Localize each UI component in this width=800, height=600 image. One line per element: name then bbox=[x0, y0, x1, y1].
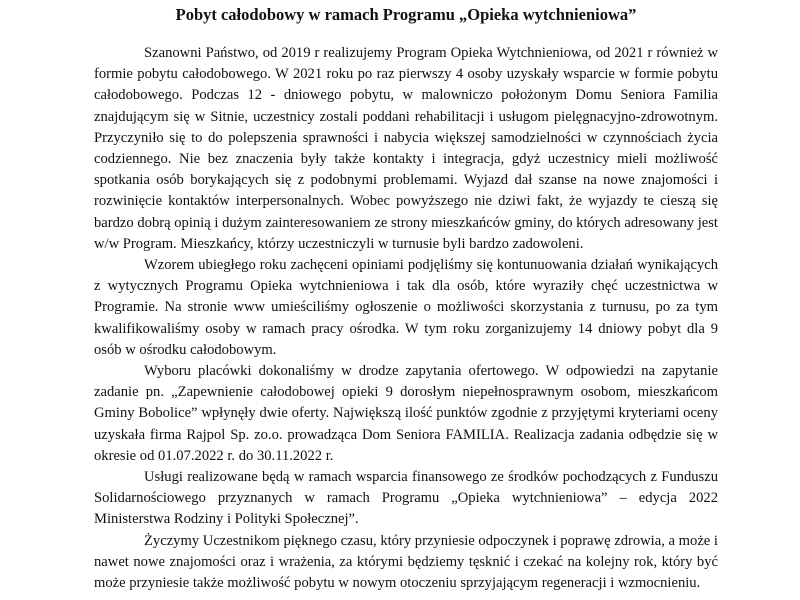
document-page bbox=[94, 0, 718, 594]
paragraph-intro: Szanowni Państwo, od 2019 r realizujemy Program Opieka Wytchnieniowa, od 2021 r również w formie pobytu całodobowego. W 2021 roku po raz pierwszy 4 osoby uzyskały wsparcie w formie pobytu całodobowego. Podczas 12 - dniowego pobytu, w malowniczo położonym Domu Seniora Familia znajdującym się w Sitnie, uczestnicy zostali poddani rehabilitacji i usługom pielęgnacyjno-zdrowotnym. Przyczyniło się to do polepszenia sprawności i nabycia większej samodzielności w czynnościach życia codziennego. Nie bez znaczenia były także kontakty i integracja, gdyż uczestnicy mieli możliwość spotkania osób borykających się z podobnymi problemami. Wyjazd dał szanse na nowe znajomości i rozwinięcie kontaktów interpersonalnych. Wobec powyższego nie dziwi fakt, że wyjazdy te cieszą się bardzo dobrą opinią i dużym zainteresowaniem ze strony mieszkańców gminy, do których adresowany jest w/w Program. Mieszkańcy, którzy uczestniczyli w turnusie byli bardzo zadowoleni. bbox=[94, 45, 718, 252]
document-title: Pobyt całodobowy w ramach Programu „Opieka wytchnieniowa” bbox=[175, 5, 637, 24]
document-body bbox=[94, 43, 718, 594]
paragraph-continuation: Wzorem ubiegłego roku zachęceni opiniami podjęliśmy się kontunuowania działań wynikających z wytycznych Programu Opieka wytchnieniowa i tak dla osób, które wyraziły chęć uczestnictwa w Programie. Na stronie www umieściliśmy ogłoszenie o możliwości skorzystania z turnusu, po za tym kwalifikowaliśmy osoby w ramach pracy ośrodka. W tym roku zorganizujemy 14 dniowy pobyt dla 9 osób w ośrodku całodobowym. bbox=[94, 257, 718, 358]
paragraph-funding: Usługi realizowane będą w ramach wsparcia finansowego ze środków pochodzących z Funduszu Solidarnościowego przyznanych w ramach Programu „Opieka wytchnieniowa” – edycja 2022 Ministerstwa Rodziny i Polityki Społecznej”. bbox=[94, 469, 718, 528]
paragraph-wishes: Życzymy Uczestnikom pięknego czasu, który przyniesie odpoczynek i poprawę zdrowia, a może i nawet nowe znajomości oraz i wrażenia, za którymi będziemy tęsknić i czekać na kolejny rok, który być może przyniesie także możliwość pobytu w nowym otoczeniu sprzyjającym regeneracji i wzmocnieniu. bbox=[94, 532, 718, 592]
paragraph-facility-selection: Wyboru placówki dokonaliśmy w drodze zapytania ofertowego. W odpowiedzi na zapytanie zadanie pn. „Zapewnienie całodobowej opieki 9 dorosłym niepełnosprawnym osobom, mieszkańcom Gminy Bobolice” wpłynęły dwie oferty. Największą ilość punktów zgodnie z przyjętymi kryteriami oceny uzyskała firma Rajpol Sp. zo.o. prowadząca Dom Seniora FAMILIA. Realizacja zadania odbędzie się w okresie od 01.07.2022 r. do 30.11.2022 r. bbox=[94, 363, 718, 464]
